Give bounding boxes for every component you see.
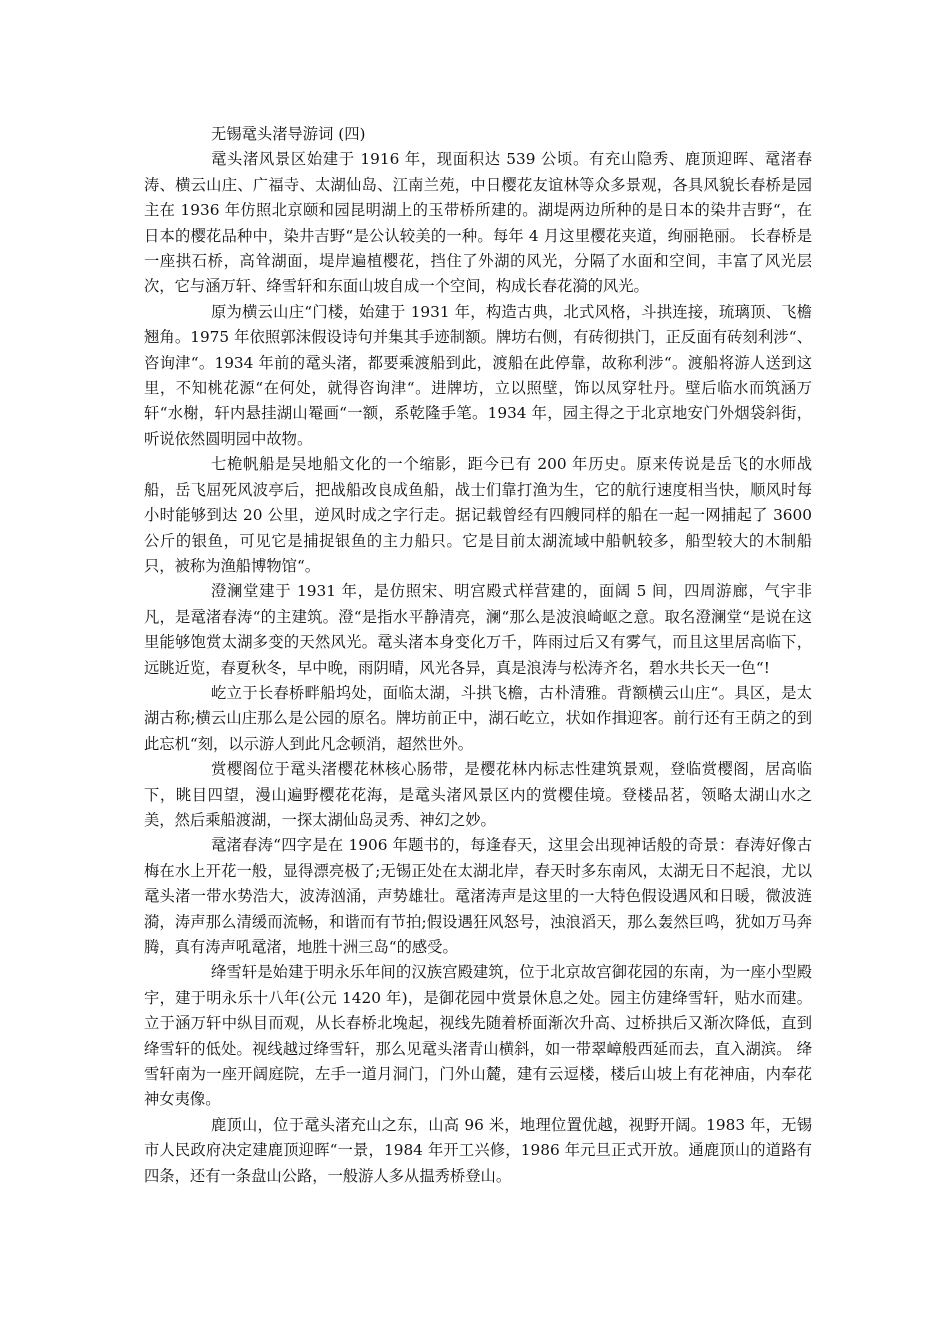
paragraph-intro: 鼋头渚风景区始建于 1916 年，现面积达 539 公顷。有充山隐秀、鹿顶迎晖、鼋渚春涛、横云山庄、广福寺、太湖仙岛、江南兰苑，中日樱花友谊林等众多景观，各具风貌长春桥是园主在 1936 年仿照北京颐和园昆明湖上的玉带桥所建的。湖堤两边所种的是日本的染井吉野“，在日本的樱花品种中，染井吉野“是公认较美的一种。每年 4 月这里樱花夹道，绚丽艳丽。 长春桥是一座拱石桥，高耸湖面，堤岸遍植樱花，挡住了外湖的风光，分隔了水面和空间，丰富了风光层次，它与涵万轩、绛雪轩和东面山坡自成一个空间，构成长春花漪的风光。 [144,150,812,296]
paragraph-cherry-pavilion: 赏樱阁位于鼋头渚樱花林核心肠带，是樱花林内标志性建筑景观，登临赏樱阁，居高临下，眺目四望，漫山遍野樱花花海，是鼋头渚风景区内的赏樱佳境。登楼品茗，领略太湖山水之美，然后乘船渡湖，一探太湖仙岛灵秀、神幻之妙。 [144,760,812,829]
paragraph-luding-hill: 鹿顶山，位于鼋头渚充山之东，山高 96 米，地理位置优越，视野开阔。1983 年，无锡市人民政府决定建鹿顶迎晖“一景，1984 年开工兴修，1986 年元旦正式开放。通鹿顶山的道路有四条，还有一条盘山公路，一般游人多从揾秀桥登山。 [144,1115,812,1185]
document-page [144,122,812,1189]
document-title: 无锡鼋头渚导游词 (四) [211,125,366,143]
paragraph-archway: 屹立于长春桥畔船坞处，面临太湖，斗拱飞檐，古朴清雅。背额横云山庄“。具区，是太湖古称;横云山庄那么是公园的原名。牌坊前正中，湖石屹立，状如作揖迎客。前行还有王荫之的到此忘机“刻，以示游人到此凡念顿消，超然世外。 [144,683,812,753]
paragraph-seven-mast-boat: 七桅帆船是吴地船文化的一个缩影，距今已有 200 年历史。原来传说是岳飞的水师战船，岳飞屈死风波亭后，把战船改良成鱼船，战士们靠打渔为生，它的航行速度相当快，顺风时每小时能够到达 20 公里，逆风时成之字行走。据记载曾经有四艘同样的船在一起一网捕起了 3600 公斤的银鱼，可见它是捕捉银鱼的主力船只。它是目前太湖流域中船帆较多，船型较大的木制船只，被称为渔船博物馆“。 [144,455,812,575]
paragraph-spring-tide: 鼋渚春涛“四字是在 1906 年题书的，每逢春天，这里会出现神话般的奇景：春涛好像古梅在水上开花一般，显得漂亮极了;无锡正处在太湖北岸，春天时多东南风，太湖无日不起浪，尤以鼋头渚一带水势浩大，波涛汹涌，声势雄壮。鼋渚涛声是这里的一大特色假设遇风和日暖，微波涟漪，涛声那么清缓而流畅，和谐而有节拍;假设遇狂风怒号，浊浪滔天，那么轰然巨鸣，犹如万马奔腾，真有涛声吼鼋渚，地胜十洲三岛“的感受。 [144,836,812,956]
paragraph-hengyun-gate: 原为横云山庄“门楼，始建于 1931 年，构造古典，北式风格，斗拱连接，琉璃顶、飞檐翘角。1975 年依照郭沫假设诗句并集其手迹制额。牌坊右侧，有砖彻拱门，正反面有砖刻利涉“、咨询津“。1934 年前的鼋头渚，都要乘渡船到此，渡船在此停靠，故称利涉“。渡船将游人送到这里，不知桃花源“在何处，就得咨询津“。进牌坊，立以照壁，饰以凤穿牡丹。壁后临水而筑涵万轩“水榭，轩内悬挂湖山罨画“一额，系乾隆手笔。1934 年，园主得之于北京地安门外烟袋斜街，听说依然圆明园中故物。 [144,302,812,448]
paragraph-jiangxue-pavilion: 绛雪轩是始建于明永乐年间的汉族宫殿建筑，位于北京故宫御花园的东南，为一座小型殿宇，建于明永乐十八年(公元 1420 年)，是御花园中赏景休息之处。园主仿建绛雪轩，贴水而建。立于涵万轩中纵目而观，从长春桥北堍起，视线先随着桥面渐次升高、过桥拱后又渐次降低，直到绛雪轩的低处。视线越过绛雪轩，那么见鼋头渚青山横斜，如一带翠嶂般西延而去，直入湖滨。 绛雪轩南为一座开阔庭院，左手一道月洞门，门外山麓，建有云逗楼，楼后山坡上有花神庙，内奉花神女夷像。 [144,963,812,1109]
paragraph-chenglan-hall: 澄澜堂建于 1931 年，是仿照宋、明宫殿式样营建的，面阔 5 间，四周游廊，气宇非凡，是鼋渚春涛“的主建筑。澄“是指水平静清亮，澜“那么是波浪崎岖之意。取名澄澜堂“是说在这里能够饱赏太湖多变的天然风光。鼋头渚本身变化万千，阵雨过后又有雾气，而且这里居高临下，远眺近览，春夏秋冬，早中晚，雨阴晴，风光各异，真是浪涛与松涛齐名，碧水共长天一色“! [144,582,812,677]
